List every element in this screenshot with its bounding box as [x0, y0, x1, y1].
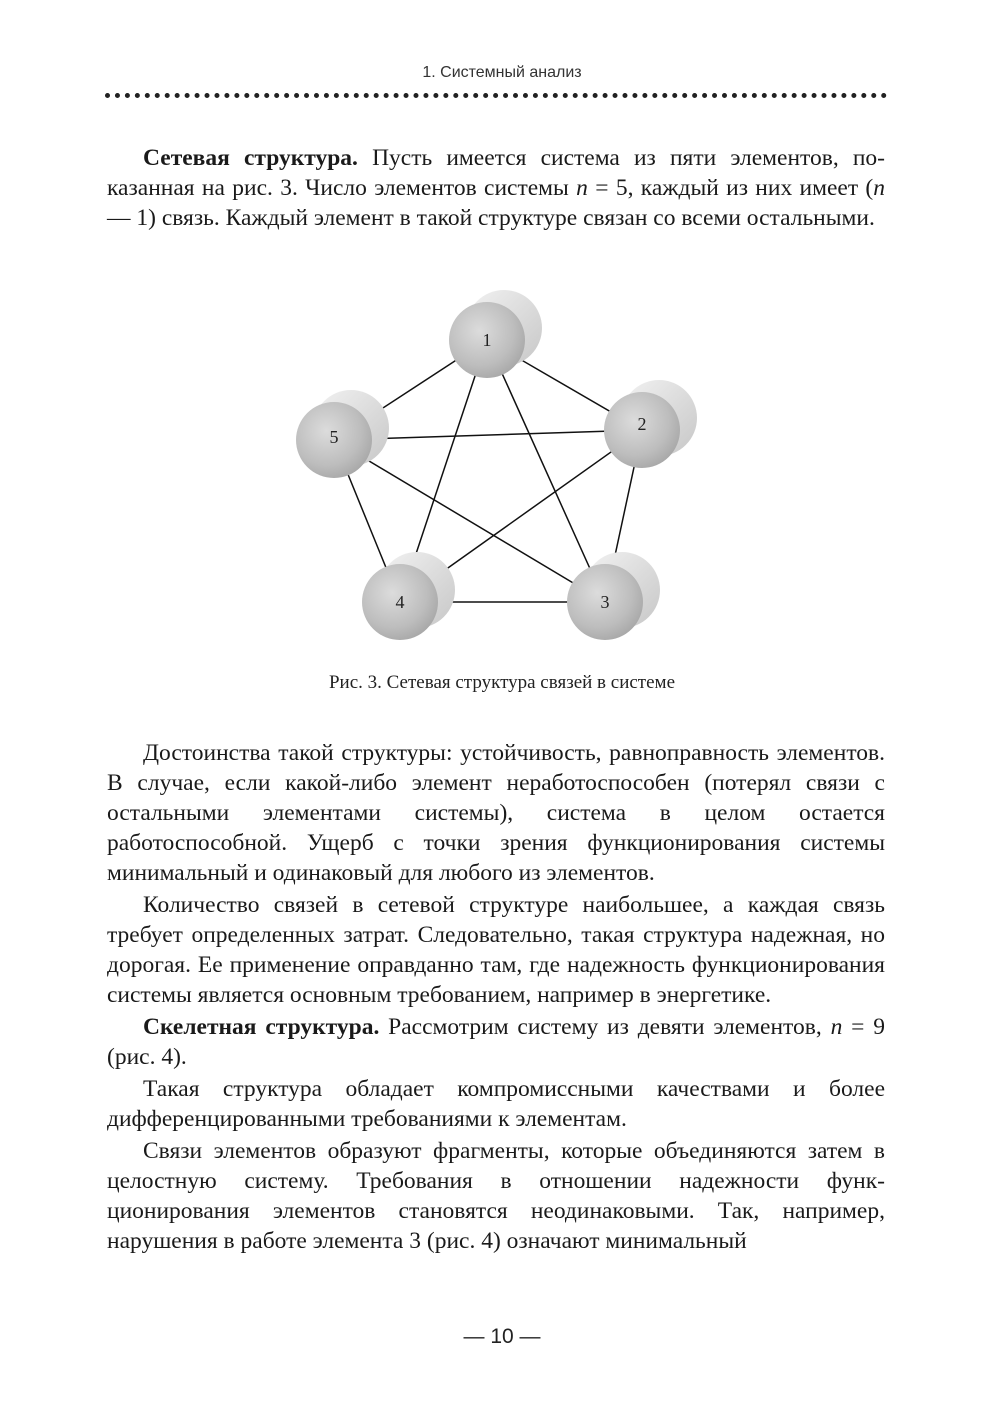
paragraph-cost: Количество связей в сетевой структуре наибольшее, а каждая связь требует определенных затрат. Следовательно, такая структура надежная, но дорогая. Ее применение оправданно там, где надежность функционирования системы является основным требованием, например в энергетике. — [107, 892, 885, 1008]
node-label: 2 — [637, 414, 647, 434]
paragraph-skeletal-structure — [107, 1012, 885, 1072]
node-label: 1 — [482, 330, 492, 350]
variable-n: n — [830, 1014, 843, 1040]
paragraph-network-structure — [107, 143, 885, 233]
paragraph-advantages: Достоинства такой структуры: устойчивость, равноправность элементов. В случае, если какой-либо элемент неработоспособен (потерял связи с остальными элементами системы), система в целом остается работоспособной. Ущерб с точки зрения функционирования системы минимальный и одинаковый для любого из элементов. — [107, 740, 885, 886]
node-label: 3 — [600, 592, 610, 612]
paragraph-text: = 9 (рис. 4). — [107, 1014, 885, 1070]
variable-n: n — [873, 175, 886, 201]
header-dotted-rule — [105, 93, 887, 98]
paragraph-text: — 1) связь. Каждый элемент в такой структуре связан со всеми остальными. — [107, 205, 875, 231]
paragraph-text: = 5, каждый из них имеет ( — [587, 175, 874, 201]
paragraph-text: Рассмотрим систему из девяти элементов, — [379, 1014, 831, 1040]
paragraph-text: Пусть имеется система из пяти элементов, показанная на рис. 3. Число элементов системы — [107, 145, 885, 201]
paragraph-fragments: Связи элементов образуют фрагменты, которые объединяются затем в целостную систему. Требования в отношении надежности функционирования элементов становятся неодинаковыми. Так, например, нарушения в работе элемента 3 (рис. 4) означают минимальный — [107, 1138, 885, 1254]
node-1 — [449, 290, 542, 378]
edge-1-3 — [487, 340, 605, 602]
running-head: 1. Системный анализ — [422, 64, 582, 81]
page-number: — 10 — — [463, 1325, 541, 1348]
paragraph-compromise: Такая структура обладает компромиссными качествами и более дифференцированными требованиями к элементам. — [107, 1076, 885, 1132]
body-text — [107, 738, 885, 1256]
node-2 — [604, 380, 697, 468]
network-structure-figure — [270, 282, 730, 662]
node-label: 5 — [329, 427, 339, 447]
node-4 — [362, 552, 455, 640]
node-label: 4 — [395, 592, 405, 612]
section-lead: Скелетная структура. — [143, 1014, 380, 1040]
section-lead: Сетевая структура. — [143, 145, 358, 171]
figure-caption: Рис. 3. Сетевая структура связей в системе — [328, 672, 676, 693]
node-3 — [567, 552, 660, 640]
variable-n: n — [576, 175, 588, 201]
intro-text — [107, 143, 885, 233]
